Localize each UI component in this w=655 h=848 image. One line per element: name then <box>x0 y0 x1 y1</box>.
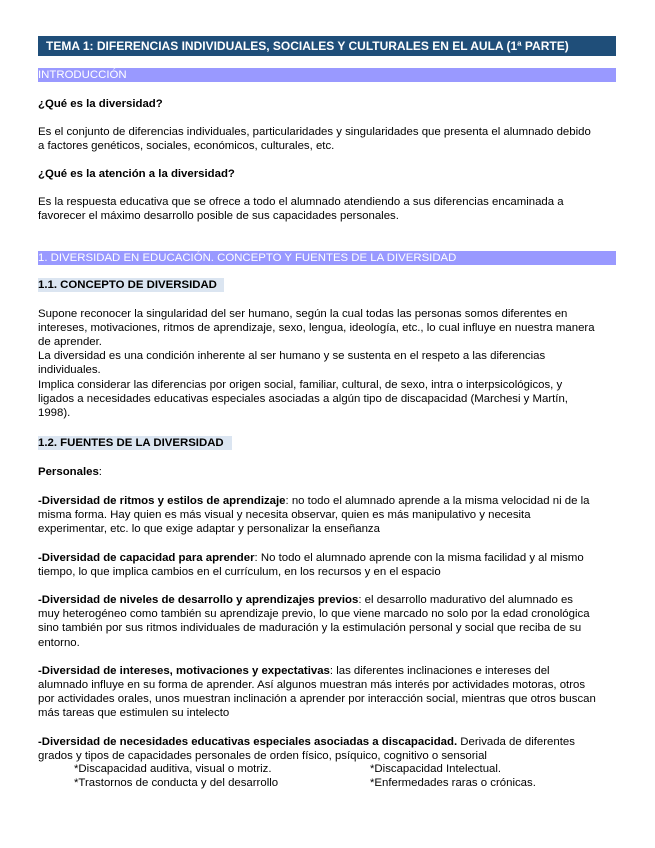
diversidad-capacidad-line2: tiempo, lo que implica cambios en el currículum, en los recursos y en el espacio <box>38 566 441 578</box>
answer-diversidad-line1: Es el conjunto de diferencias individuales, particularidades y singularidades que presenta el alumnado debido <box>38 126 591 138</box>
answer-atencion-line2: favorecer el máximo desarrollo posible de sus capacidades personales. <box>38 210 399 222</box>
concepto-bullet3-line3: 1998). <box>38 407 71 419</box>
diversidad-capacidad-line1: -Diversidad de capacidad para aprender: No todo el alumnado aprende con la misma facilidad y al mismo <box>38 552 584 564</box>
diversidad-niveles-line1: -Diversidad de niveles de desarrollo y aprendizajes previos: el desarrollo madurativo del alumnado es <box>38 594 573 606</box>
diversidad-niveles-line4: entorno. <box>38 637 80 649</box>
subheading-fuentes: 1.2. FUENTES DE LA DIVERSIDAD <box>38 437 224 449</box>
concepto-bullet2-line1: La diversidad es una condición inherente al ser humano y se sustenta en el respeto a las diferencias <box>38 350 546 362</box>
concepto-bullet3-line2: ligados a necesidades educativas especiales asociadas a algún tipo de discapacidad (Marchesi y Martín, <box>38 393 568 405</box>
subheading-concepto: 1.1. CONCEPTO DE DIVERSIDAD <box>38 279 217 291</box>
answer-atencion-line1: Es la respuesta educativa que se ofrece a todo el alumnado atendiendo a sus diferencias encaminada a <box>38 196 564 208</box>
list-item: *Trastornos de conducta y del desarrollo <box>74 777 279 789</box>
list-item: *Discapacidad Intelectual. <box>370 763 502 775</box>
personales-label: Personales: <box>38 466 102 478</box>
diversidad-intereses-line4: más tareas que estimulen su intelecto <box>38 707 230 719</box>
document-title: TEMA 1: DIFERENCIAS INDIVIDUALES, SOCIALES Y CULTURALES EN EL AULA (1ª PARTE) <box>38 36 616 56</box>
section-heading-1: 1. DIVERSIDAD EN EDUCACIÓN. CONCEPTO Y FUENTES DE LA DIVERSIDAD <box>38 251 616 265</box>
diversidad-nee-line1: -Diversidad de necesidades educativas especiales asociadas a discapacidad. Derivada de diferentes <box>38 736 575 748</box>
concepto-bullet1-line1: Supone reconocer la singularidad del ser humano, según la cual todas las personas somos diferentes en <box>38 308 568 320</box>
question-diversidad: ¿Qué es la diversidad? <box>38 98 163 110</box>
diversidad-ritmos-line3: experimentar, etc. lo que exige adaptar y personalizar la enseñanza <box>38 523 380 535</box>
question-atencion: ¿Qué es la atención a la diversidad? <box>38 168 235 180</box>
diversidad-ritmos-line1: -Diversidad de ritmos y estilos de aprendizaje: no todo el alumnado aprende a la misma velocidad ni de la <box>38 495 590 507</box>
concepto-bullet1-line3: de aprender. <box>38 336 102 348</box>
diversidad-nee-line2: grados y tipos de capacidades personales de orden físico, psíquico, cognitivo o sensorial <box>38 750 487 762</box>
diversidad-intereses-line2: alumnado influye en su forma de aprender. Así algunos muestran más interés por actividades motoras, otros <box>38 679 586 691</box>
concepto-bullet3-line1: Implica considerar las diferencias por origen social, familiar, cultural, de sexo, intra o interpsicológicos, y <box>38 379 563 391</box>
list-item: *Enfermedades raras o crónicas. <box>370 777 536 789</box>
diversidad-niveles-line3: sino también por sus ritmos individuales de maduración y la estimulación personal y social que reciba de su <box>38 622 582 634</box>
diversidad-ritmos-line2: misma forma. Hay quien es más visual y necesita observar, quien es más manipulativo y necesita <box>38 509 531 521</box>
diversidad-intereses-line3: por actividades orales, unos muestran inclinación a aprender por interacción social, mientras que otros buscan <box>38 693 596 705</box>
concepto-bullet2-line2: individuales. <box>38 364 101 376</box>
diversidad-intereses-line1: -Diversidad de intereses, motivaciones y expectativas: las diferentes inclinaciones e intereses del <box>38 665 550 677</box>
list-item: *Discapacidad auditiva, visual o motriz. <box>74 763 272 775</box>
diversidad-niveles-line2: muy heterogéneo como también su aprendizaje previo, lo que viene marcado no solo por la edad cronológica <box>38 608 590 620</box>
section-heading-introduccion: INTRODUCCIÓN <box>38 68 616 82</box>
answer-diversidad-line2: a factores genéticos, sociales, económicos, culturales, etc. <box>38 140 335 152</box>
concepto-bullet1-line2: intereses, motivaciones, ritmos de aprendizaje, sexo, lengua, ideología, etc., lo cual influye en nuestra manera <box>38 322 595 334</box>
